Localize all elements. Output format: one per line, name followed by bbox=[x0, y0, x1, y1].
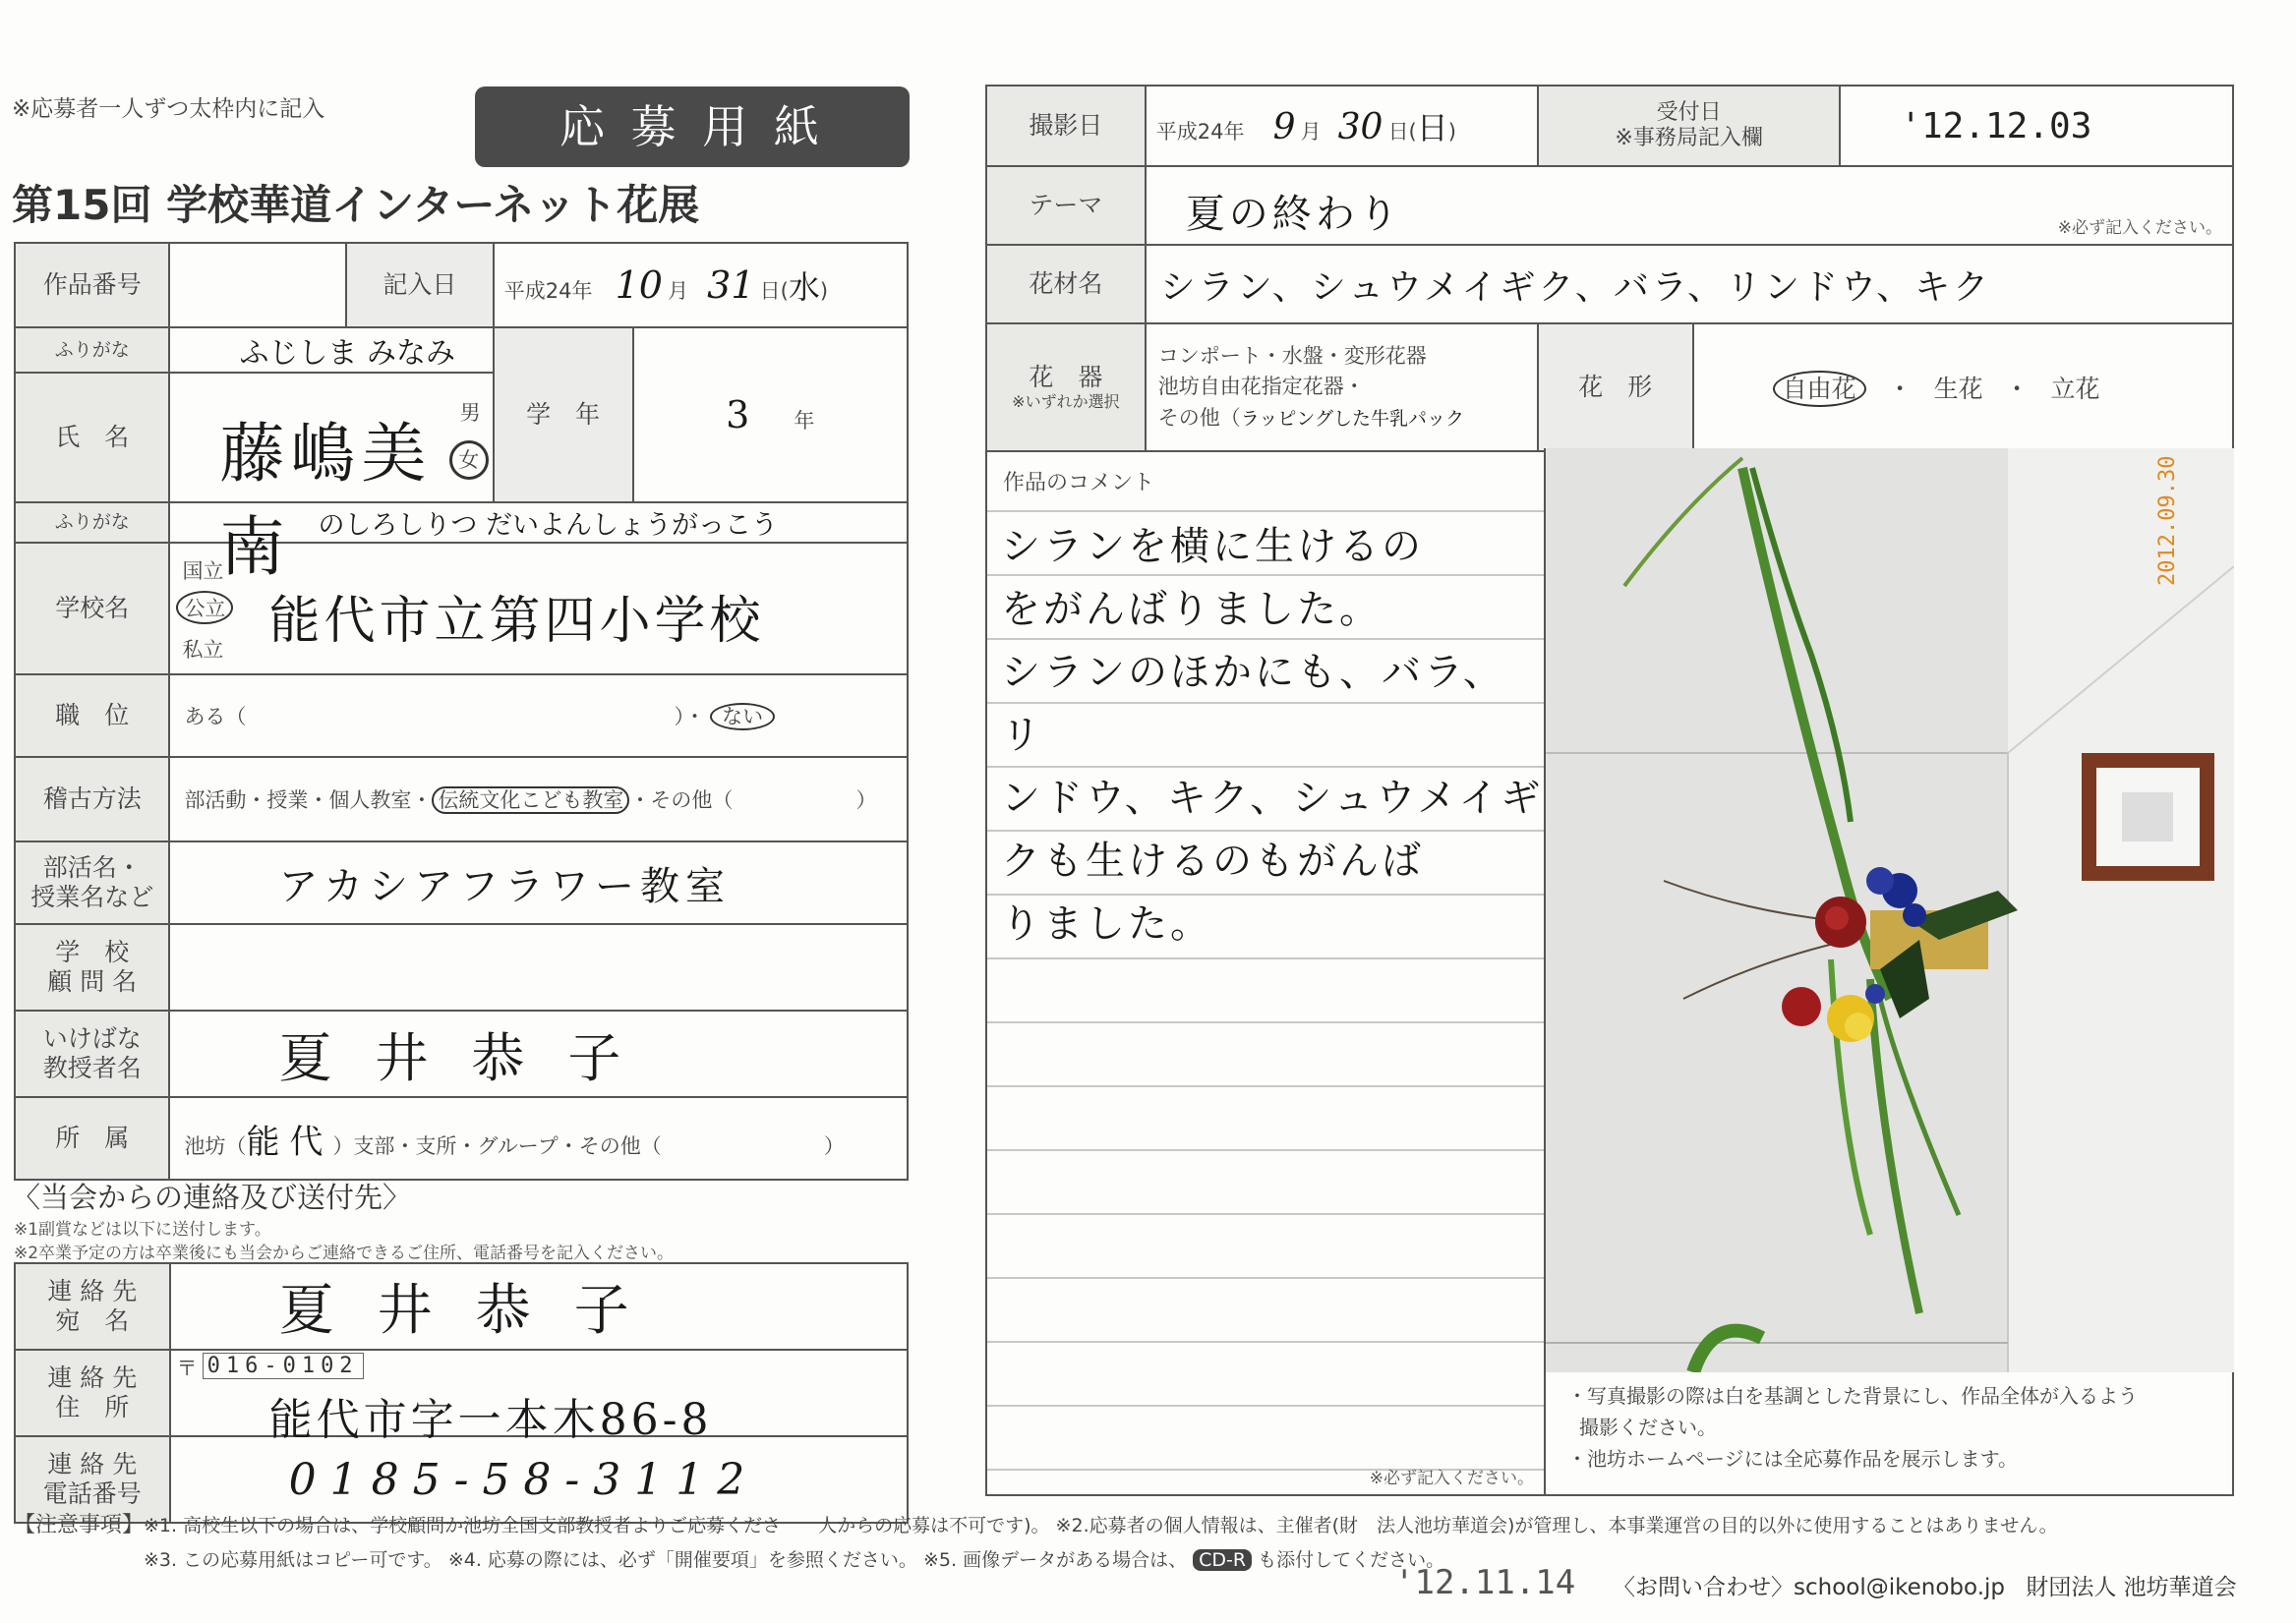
comment-photo-block bbox=[985, 448, 2234, 1496]
style-shoka: 生花 bbox=[1933, 375, 1983, 403]
phone-label: 連 絡 先 電話番号 bbox=[15, 1436, 170, 1523]
work-number-field[interactable] bbox=[169, 243, 346, 327]
postal-code: 016-0102 bbox=[203, 1353, 364, 1379]
photo-date-day: 30 bbox=[1337, 107, 1383, 147]
position-field[interactable] bbox=[169, 674, 908, 757]
vessel-option-2: 池坊自由花指定花器・ bbox=[1157, 375, 1365, 399]
entry-date-month-unit: 月 bbox=[668, 279, 689, 303]
school-private: 私立 bbox=[182, 638, 224, 662]
teacher-value: 夏井恭子 bbox=[169, 1011, 908, 1097]
method-label: 稽古方法 bbox=[15, 757, 169, 841]
advisor-label: 学 校 顧 問 名 bbox=[15, 924, 169, 1011]
name-furigana-value: ふじしま みなみ bbox=[169, 327, 493, 373]
work-number-label: 作品番号 bbox=[15, 243, 169, 327]
comment-line: りました。 bbox=[1001, 901, 1212, 947]
theme-field[interactable] bbox=[1146, 166, 2233, 245]
footer-label: 【注意事項】 bbox=[14, 1513, 145, 1537]
position-close: ）・ bbox=[674, 705, 706, 728]
vessel-note: ※いずれか選択 bbox=[1012, 392, 1120, 412]
comment-area[interactable] bbox=[987, 448, 1546, 1494]
footer-notice-1 bbox=[14, 1508, 2058, 1538]
addressee-value: 夏井恭子 bbox=[170, 1263, 908, 1350]
style-sep-2: ・ bbox=[2004, 375, 2030, 403]
entry-date-field[interactable] bbox=[494, 243, 908, 327]
photo-date-day-unit: 日( bbox=[1387, 120, 1417, 144]
material-value: シラン、シュウメイギク、バラ、リンドウ、キク bbox=[1146, 245, 2233, 323]
school-field[interactable] bbox=[169, 543, 908, 674]
school-furigana-label: ふりがな bbox=[15, 502, 169, 543]
grade-field[interactable] bbox=[633, 327, 908, 502]
comment-line: ンドウ、キク、シュウメイギ bbox=[1001, 776, 1544, 821]
school-furigana-value: のしろしりつ だいよんしょうがっこう bbox=[169, 502, 908, 543]
position-none-selected: ない bbox=[710, 703, 775, 730]
address-field[interactable] bbox=[170, 1350, 908, 1445]
school-public-selected: 公立 bbox=[176, 591, 233, 624]
photo-date-close: ) bbox=[1447, 120, 1456, 144]
inquiry-text: 〈お問い合わせ〉school@ikenobo.jp bbox=[1613, 1575, 2005, 1600]
comment-note: ※必ず記入ください。 bbox=[1369, 1469, 1534, 1488]
vessel-label-cell bbox=[986, 323, 1146, 451]
photo-date-label: 撮影日 bbox=[986, 86, 1146, 166]
postal-mark: 〒 bbox=[176, 1357, 198, 1380]
photo-timestamp: 2012.09.30 bbox=[2155, 455, 2180, 586]
applicant-table bbox=[14, 242, 909, 1181]
grade-unit: 年 bbox=[794, 409, 815, 433]
header-note: ※応募者一人ずつ太枠内に記入 bbox=[12, 96, 325, 122]
address-label: 連 絡 先 住 所 bbox=[15, 1350, 170, 1436]
phone-value: 0185-58-3112 bbox=[170, 1436, 908, 1523]
theme-label: テーマ bbox=[986, 166, 1146, 245]
photo-note: 撮影ください。 bbox=[1579, 1416, 1717, 1439]
style-sep-1: ・ bbox=[1887, 375, 1913, 403]
style-field[interactable] bbox=[1693, 323, 2233, 451]
comment-line: クも生けるのもがんば bbox=[1001, 839, 1424, 884]
method-field[interactable] bbox=[169, 757, 908, 841]
comment-text bbox=[1001, 515, 1544, 956]
photo-date-field[interactable] bbox=[1146, 86, 1538, 166]
entry-date-day-unit: 日( bbox=[759, 279, 789, 303]
affiliation-label: 所 属 bbox=[15, 1097, 169, 1180]
affiliation-value: 能代 bbox=[246, 1122, 333, 1162]
inquiry-contact bbox=[1613, 1569, 2237, 1601]
contact-note-1: ※1副賞などは以下に送付します。 bbox=[14, 1220, 271, 1240]
style-free-selected: 自由花 bbox=[1773, 371, 1866, 407]
name-furigana-label: ふりがな bbox=[15, 327, 169, 373]
addressee-label: 連 絡 先 宛 名 bbox=[15, 1263, 170, 1350]
name-label: 氏 名 bbox=[15, 373, 169, 502]
material-label: 花材名 bbox=[986, 245, 1146, 323]
affiliation-prefix: 池坊（ bbox=[184, 1133, 247, 1158]
cdr-badge: CD-R bbox=[1193, 1549, 1252, 1571]
organization-name: 財団法人 池坊華道会 bbox=[2026, 1575, 2237, 1600]
vessel-option-1: コンポート・水盤・変形花器 bbox=[1157, 343, 1427, 368]
school-label: 学校名 bbox=[15, 543, 169, 674]
theme-note: ※必ず記入ください。 bbox=[2057, 218, 2222, 238]
address-value: 能代市字一本木86-8 bbox=[268, 1395, 713, 1445]
entry-date-day: 31 bbox=[707, 263, 755, 307]
sex-male: 男 bbox=[459, 401, 481, 425]
entry-date-label: 記入日 bbox=[346, 243, 494, 327]
vessel-field[interactable] bbox=[1146, 323, 1538, 451]
work-table bbox=[985, 85, 2234, 452]
position-label: 職 位 bbox=[15, 674, 169, 757]
method-text2: ・その他（ bbox=[629, 788, 734, 812]
school-national: 国立 bbox=[182, 559, 224, 583]
photo-note: ・写真撮影の際は白を基調とした背景にし、作品全体が入るよう bbox=[1567, 1384, 2138, 1408]
contact-note-2: ※2卒業予定の方は卒業後にも当会からご連絡できるご住所、電話番号を記入ください。 bbox=[14, 1244, 675, 1263]
affiliation-close: ） bbox=[823, 1133, 845, 1158]
affiliation-suffix: ）支部・支所・グループ・その他（ bbox=[332, 1133, 662, 1158]
arrangement-photo bbox=[1546, 448, 2234, 1372]
photo-note: ・池坊ホームページには全応募作品を展示します。 bbox=[1567, 1447, 2018, 1471]
vessel-option-3: その他（ bbox=[1157, 405, 1241, 430]
comment-line: シランを横に生けるの bbox=[1001, 524, 1424, 569]
contact-table bbox=[14, 1262, 909, 1524]
received-stamp: '12.11.14 bbox=[1394, 1563, 1576, 1602]
affiliation-field[interactable] bbox=[169, 1097, 908, 1180]
teacher-label: いけばな 教授者名 bbox=[15, 1011, 169, 1097]
method-close: ） bbox=[855, 788, 877, 812]
position-text: ある（ bbox=[184, 705, 247, 728]
comment-line: をがんばりました。 bbox=[1001, 587, 1382, 632]
form-badge: 応 募 用 紙 bbox=[475, 87, 910, 167]
style-rikka: 立花 bbox=[2050, 375, 2100, 403]
footer-line-2: ※3. この応募用紙はコピー可です。 ※4. 応募の際には、必ず「開催要項」を参照ください。 ※5. 画像データがある場合は、 bbox=[144, 1549, 1188, 1571]
grade-value: 3 bbox=[726, 393, 750, 436]
photo-date-weekday: 日 bbox=[1416, 109, 1448, 146]
vessel-value: ラッピングした牛乳パック bbox=[1240, 407, 1464, 430]
received-label: 受付日 ※事務局記入欄 bbox=[1538, 86, 1840, 166]
ikebana-illustration bbox=[1546, 448, 2234, 1372]
school-value: 能代市立第四小学校 bbox=[268, 592, 765, 651]
name-value: 藤嶋美南 bbox=[219, 416, 433, 585]
entry-date-era: 平成24年 bbox=[503, 279, 593, 303]
advisor-field[interactable] bbox=[169, 924, 908, 1011]
method-text1: 部活動・授業・個人教室・ bbox=[184, 788, 433, 812]
photo-notes bbox=[1567, 1380, 2138, 1475]
photo-date-era: 平成24年 bbox=[1155, 120, 1245, 144]
received-value: '12.12.03 bbox=[1840, 86, 2233, 166]
photo-date-month: 9 bbox=[1272, 107, 1296, 147]
entry-date-month: 10 bbox=[615, 263, 663, 307]
entry-date-close: ) bbox=[819, 279, 829, 303]
photo-date-month-unit: 月 bbox=[1300, 120, 1322, 144]
club-value: アカシアフラワー教室 bbox=[169, 841, 908, 924]
page-title: 第15回 学校華道インターネット花展 bbox=[12, 181, 700, 229]
method-selected: 伝統文化こども教室 bbox=[432, 786, 629, 814]
comment-line: シランのほかにも、バラ、リ bbox=[1001, 650, 1505, 758]
vessel-label: 花 器 bbox=[1029, 363, 1103, 392]
footer-line-1: ※1. 高校生以下の場合は、学校顧問か池坊全国支部教授者よりご応募くださ 人からの応募は不可です)。 ※2.応募者の個人情報は、主催者(財 法人池坊華道会)が管理し、本事業運営の目的以外に使用することはありません。 bbox=[144, 1515, 2058, 1536]
comment-label: 作品のコメント bbox=[1003, 471, 1155, 495]
entry-date-weekday: 水 bbox=[788, 268, 820, 306]
sex-female-selected: 女 bbox=[449, 440, 489, 480]
theme-value: 夏の終わり bbox=[1185, 192, 1402, 237]
footer-notice-2 bbox=[144, 1545, 1444, 1572]
grade-label: 学 年 bbox=[494, 327, 633, 502]
club-label: 部活名・ 授業名など bbox=[15, 841, 169, 924]
style-label: 花 形 bbox=[1538, 323, 1693, 451]
contact-heading: 〈当会からの連絡及び送付先〉 bbox=[12, 1181, 412, 1214]
footer-line-2-end: も添付してください。 bbox=[1258, 1549, 1445, 1571]
